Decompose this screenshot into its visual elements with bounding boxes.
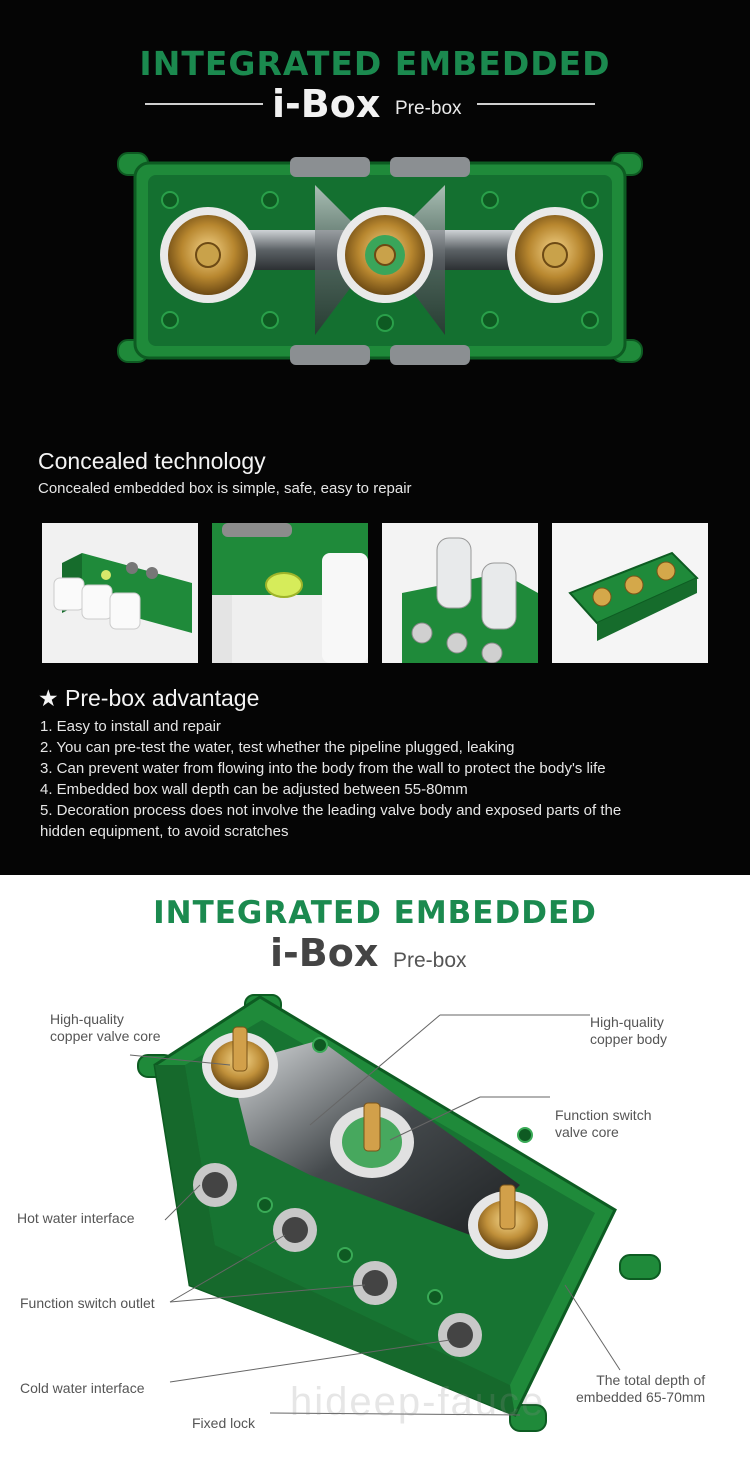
- watermark: hideep-fauce: [290, 1380, 546, 1424]
- label-switch-valve-core: Function switch valve core: [555, 1107, 652, 1140]
- list-item: 3. Can prevent water from flowing into the body from the wall to protect the body's life: [40, 760, 606, 777]
- divider-right: [477, 103, 595, 105]
- list-item: 5. Decoration process does not involve the leading valve body and exposed parts of the: [40, 802, 622, 819]
- label-switch-outlet: Function switch outlet: [20, 1295, 155, 1311]
- advantage-heading: ★ Pre-box advantage: [38, 685, 260, 711]
- label-copper-body: High-quality copper body: [590, 1014, 668, 1047]
- ibox-top-view-image: [100, 145, 660, 380]
- advantage-list: [40, 716, 720, 842]
- list-item: 2. You can pre-test the water, test whether the pipeline plugged, leaking: [40, 739, 515, 756]
- list-item: 1. Easy to install and repair: [40, 718, 221, 735]
- bottom-section: [0, 875, 750, 1463]
- divider-left: [145, 103, 263, 105]
- section-description: Concealed embedded box is simple, safe, easy to repair: [38, 480, 412, 497]
- diagram-product-suffix: Pre-box: [393, 949, 467, 972]
- diagram-product-name: i-Box: [270, 931, 379, 975]
- thumbnail-open-box: [552, 523, 708, 663]
- diagram-title: INTEGRATED EMBEDDED: [153, 895, 597, 931]
- thumbnail-level-closeup: [212, 523, 368, 663]
- product-name: i-Box: [272, 82, 381, 126]
- label-fixed-lock: Fixed lock: [192, 1415, 256, 1431]
- label-total-depth: The total depth of embedded 65-70mm: [576, 1372, 706, 1405]
- thumbnail-chrome-handles: [382, 523, 538, 663]
- label-hot-water: Hot water interface: [17, 1210, 135, 1226]
- label-cold-water: Cold water interface: [20, 1380, 145, 1396]
- thumbnail-handles-front: [42, 523, 198, 663]
- hero-title: INTEGRATED EMBEDDED: [139, 44, 611, 83]
- thumbnail-strip: [42, 523, 708, 663]
- product-suffix: Pre-box: [395, 98, 462, 119]
- label-valve-core: High-quality copper valve core: [50, 1011, 161, 1044]
- product-subtitle: [0, 82, 750, 126]
- section-heading: Concealed technology: [38, 448, 266, 474]
- list-item: 4. Embedded box wall depth can be adjusted between 55-80mm: [40, 781, 468, 798]
- list-item: hidden equipment, to avoid scratches: [40, 823, 289, 840]
